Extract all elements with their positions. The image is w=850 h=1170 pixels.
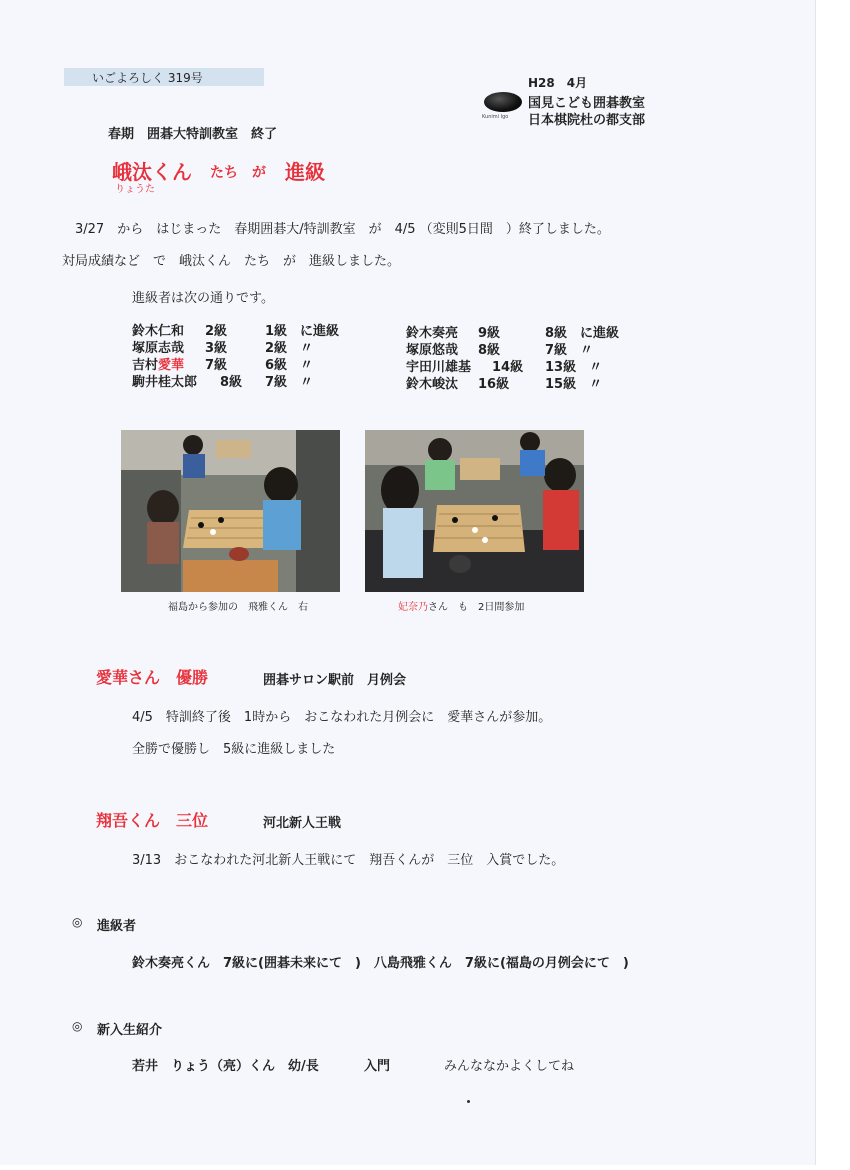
section3-title: 翔吾くん 三位 xyxy=(96,811,209,830)
promotion-name: 宇田川雄基 xyxy=(406,360,472,375)
section1-subtitle: 春期 囲碁大特訓教室 終了 xyxy=(108,127,278,142)
section1-para1: 3/27 から はじまった 春期囲碁大/特訓教室 が 4/5 （変則5日間 ）終了しました。 xyxy=(75,222,610,237)
promotion-from: 14級 xyxy=(492,360,524,375)
promotion-to: 2級 〃 xyxy=(265,341,314,356)
promotion-from: 16級 xyxy=(478,377,510,392)
promotion-name: 吉村愛華 xyxy=(132,358,185,373)
promotion-to: 13級 〃 xyxy=(545,360,603,375)
section5-enroll: 入門 xyxy=(364,1059,391,1074)
section5-student: 若井 りょう（亮）くん 幼/長 xyxy=(132,1059,319,1074)
promotion-to: 6級 〃 xyxy=(265,358,314,373)
section5-message: みんななかよくしてね xyxy=(444,1059,575,1074)
org-name-2: 日本棋院杜の都支部 xyxy=(528,113,646,128)
promotion-from: 7級 xyxy=(205,358,228,373)
photo-go-class-right xyxy=(365,430,584,592)
section5-title: 新入生紹介 xyxy=(97,1023,163,1038)
section1-ruby: りょうた xyxy=(115,184,155,195)
section2-para2: 全勝で優勝し 5級に進級しました xyxy=(132,742,336,757)
promotion-to: 8級 に進級 xyxy=(545,326,620,341)
promotion-to: 1級 に進級 xyxy=(265,324,340,339)
photo-go-class-left xyxy=(121,430,340,592)
section1-title-promotion: 進級 xyxy=(285,160,325,184)
section2-para1: 4/5 特訓終了後 1時から おこなわれた月例会に 愛華さんが参加。 xyxy=(132,710,552,725)
section4-text: 鈴木奏亮くん 7級に(囲碁未来にて ) 八島飛雅くん 7級に(福島の月例会にて ) xyxy=(132,956,629,971)
section3-event: 河北新人王戦 xyxy=(263,816,342,831)
promotion-from: 3級 xyxy=(205,341,228,356)
section1-para3: 進級者は次の通りです。 xyxy=(132,291,274,306)
promotion-from: 8級 xyxy=(478,343,501,358)
go-stone-logo xyxy=(484,92,522,112)
section2-title: 愛華さん 優勝 xyxy=(96,668,209,687)
section4-title: 進級者 xyxy=(97,919,137,934)
promotion-name: 塚原悠哉 xyxy=(406,343,459,358)
scan-speck xyxy=(467,1100,470,1103)
section1-title-name: 峨汰くん xyxy=(112,160,192,184)
bullet-icon: ◎ xyxy=(72,1019,83,1033)
logo-caption: Kunimi Igo xyxy=(482,114,509,120)
promotion-from: 2級 xyxy=(205,324,228,339)
issue-date: H28 4月 xyxy=(528,76,588,90)
issue-number: いごよろしく 319号 xyxy=(92,71,203,85)
photo-caption-left: 福島から参加の 飛雅くん 右 xyxy=(168,602,308,613)
section3-para1: 3/13 おこなわれた河北新人王戦にて 翔吾くんが 三位 入賞でした。 xyxy=(132,853,565,868)
bullet-icon: ◎ xyxy=(72,915,83,929)
promotion-from: 9級 xyxy=(478,326,501,341)
org-name-1: 国見こども囲碁教室 xyxy=(528,96,646,111)
promotion-name-highlight: 愛華 xyxy=(158,358,185,373)
promotion-from: 8級 xyxy=(220,375,243,390)
promotion-name: 駒井桂太郎 xyxy=(132,375,198,390)
promotion-name: 塚原志哉 xyxy=(132,341,185,356)
section1-title-particle: たち が xyxy=(210,165,266,181)
photo-caption-right: 妃奈乃さん も 2日間参加 xyxy=(398,602,525,613)
section2-event: 囲碁サロン駅前 月例会 xyxy=(263,673,407,688)
caption-name-highlight: 妃奈乃 xyxy=(398,602,428,613)
promotion-name: 鈴木奏亮 xyxy=(406,326,459,341)
promotion-to: 7級 〃 xyxy=(545,343,594,358)
promotion-to: 7級 〃 xyxy=(265,375,314,390)
promotion-name: 鈴木峻汰 xyxy=(406,377,459,392)
section1-para2: 対局成績など で 峨汰くん たち が 進級しました。 xyxy=(62,254,401,269)
promotion-to: 15級 〃 xyxy=(545,377,603,392)
promotion-name: 鈴木仁和 xyxy=(132,324,185,339)
